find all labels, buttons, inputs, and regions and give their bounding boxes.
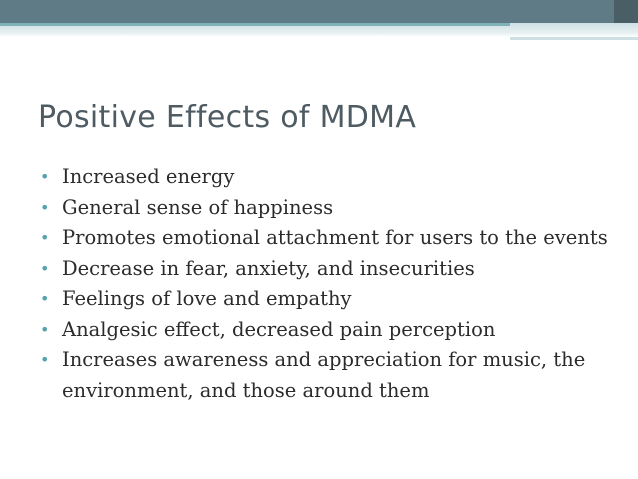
header-band-corner <box>614 0 638 23</box>
header-band <box>0 0 638 23</box>
bullet-icon: • <box>40 167 50 186</box>
bullet-text: Decrease in fear, anxiety, and insecurities <box>62 256 475 280</box>
header-band-accent-line-right <box>510 37 638 40</box>
bullet-text: Analgesic effect, decreased pain perception <box>62 317 496 341</box>
bullet-icon: • <box>40 350 50 369</box>
header-band-accent-line <box>0 23 510 26</box>
bullet-icon: • <box>40 258 50 278</box>
bullet-text: Increased energy <box>62 165 235 188</box>
header-band-dark <box>0 0 638 23</box>
bullet-text: Feelings of love and empathy <box>62 287 352 310</box>
bullet-icon: • <box>40 197 50 217</box>
list-item <box>40 315 620 346</box>
list-item <box>40 345 620 406</box>
bullet-text: Promotes emotional attachment for users to the events <box>62 226 608 249</box>
bullet-text: Increases awareness and appreciation for music, the environment, and those around them <box>62 348 586 402</box>
bullet-list <box>40 162 620 406</box>
list-item <box>40 284 620 315</box>
list-item <box>40 162 620 193</box>
bullet-icon: • <box>40 289 50 308</box>
slide-title: Positive Effects of MDMA <box>38 100 417 135</box>
list-item <box>40 193 620 224</box>
list-item <box>40 223 620 254</box>
bullet-icon: • <box>40 228 50 247</box>
bullet-text: General sense of happiness <box>62 195 334 219</box>
bullet-icon: • <box>40 319 50 339</box>
list-item <box>40 254 620 285</box>
